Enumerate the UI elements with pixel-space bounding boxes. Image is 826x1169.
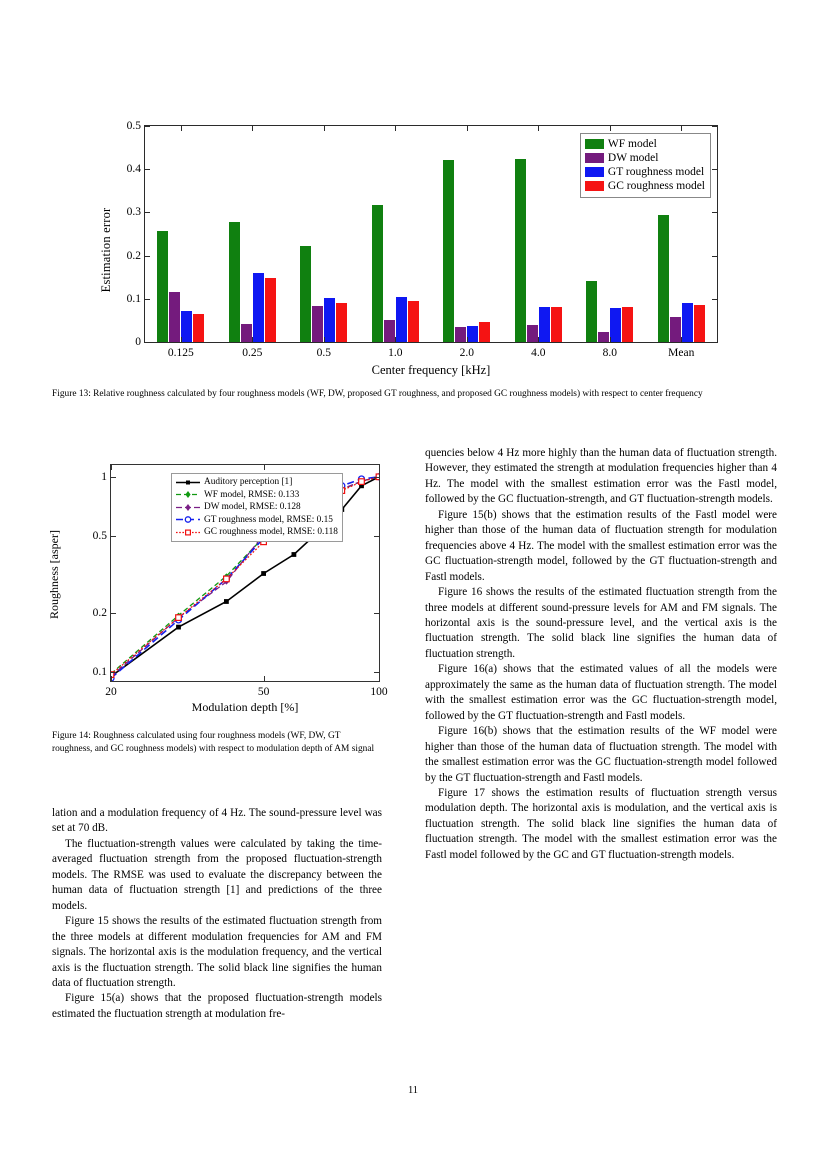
fig14-x-tickmark: [111, 676, 112, 681]
legend-item-dw: [175, 501, 338, 514]
legend-label-gc: GC roughness model: [607, 180, 705, 193]
fig13-bar: [622, 307, 633, 342]
fig14-data-point: [176, 625, 181, 630]
fig14-x-tick-label: 20: [105, 686, 117, 698]
body-paragraph: lation and a modulation frequency of 4 Hz. The sound-pressure level was set at 70 dB.: [52, 807, 382, 835]
legend-swatch-gt: [585, 167, 604, 177]
fig14-data-point: [292, 552, 297, 557]
fig13-bar: [372, 205, 383, 342]
fig13-bar: [694, 305, 705, 342]
legend-item-wf: [175, 489, 338, 502]
legend-label-wf: WF model, RMSE: 0.133: [204, 489, 300, 500]
fig13-bar: [682, 303, 693, 342]
fig13-x-tickmark: [610, 126, 611, 131]
fig13-x-tickmark: [324, 337, 325, 342]
figure-14-line-chart: [46, 462, 388, 714]
fig13-y-tickmark: [145, 342, 150, 343]
fig13-y-tick-label: 0.4: [126, 163, 141, 176]
fig13-bar: [670, 317, 681, 342]
body-paragraph: Figure 16(a) shows that the estimated values of all the models were approximately the same as the human data of fluctuation strength. The model with the smallest estimation error was the GC fluctuation-strength model, followed by the GT fluctuation-strength and Fastl models.: [425, 663, 777, 722]
fig14-y-tickmark: [111, 613, 116, 614]
fig13-bar: [265, 278, 276, 342]
legend-label-dw: DW model: [607, 152, 659, 165]
body-paragraph: Figure 16(b) shows that the estimation results of the WF model were higher than those of the human data of fluctuation strength. The model with the smallest estimation error was the GC fluctuation-strength model followed by the GT fluctuation-strength and Fastl models.: [425, 725, 777, 784]
fig13-x-tickmark: [395, 337, 396, 342]
fig13-bar: [443, 160, 454, 342]
legend-label-gc: GC roughness model, RMSE: 0.118: [204, 527, 338, 538]
fig13-bar: [586, 281, 597, 342]
body-paragraph: The fluctuation-strength values were calculated by taking the time-averaged fluctuation strength from the proposed fluctuation-strength models. The RMSE was used to evaluate the discrepancy between the human data of fluctuation strength [1] and predictions of the three models.: [52, 837, 382, 912]
fig13-bar-group: [288, 126, 360, 359]
fig13-x-tick-label: 0.5: [316, 347, 331, 359]
fig14-y-tick-label: 0.5: [92, 529, 107, 542]
fig14-x-tickmark: [379, 465, 380, 470]
fig13-x-tickmark: [681, 126, 682, 131]
fig14-y-axis-label: Roughness [asper]: [46, 530, 61, 619]
legend-symbol-auditory: [175, 478, 201, 487]
fig13-bar: [384, 320, 395, 342]
fig13-plot-area: [126, 120, 718, 359]
body-paragraph: quencies below 4 Hz more highly than the human data of fluctuation strength. However, they estimated the strength at modulation frequencies higher than 4 Hz. The model with the smallest estimation error was the Fastl model, followed by the GC fluctuation-strength, and GT fluctuation-strength models.: [425, 447, 777, 506]
fig13-bar: [336, 303, 347, 342]
fig13-legend: [580, 133, 711, 198]
fig13-x-axis-label: Center frequency [kHz]: [371, 363, 491, 377]
fig14-x-tick-label: 100: [370, 686, 388, 698]
fig13-bar-group: [503, 126, 575, 359]
fig13-bar: [181, 311, 192, 342]
fig13-x-tick-label: 0.125: [167, 347, 194, 359]
fig13-bar: [467, 326, 478, 342]
fig14-data-point: [224, 576, 230, 582]
legend-label-gt: GT roughness model: [607, 166, 705, 179]
fig13-x-tickmark: [610, 337, 611, 342]
legend-swatch-dw: [585, 153, 604, 163]
legend-item-gc: [175, 526, 338, 539]
fig14-data-point: [359, 479, 365, 485]
fig13-bar: [241, 324, 252, 342]
fig13-x-tickmark: [538, 126, 539, 131]
fig13-bar: [193, 314, 204, 342]
fig13-x-tick-label: 1.0: [388, 347, 403, 359]
fig13-bar: [598, 332, 609, 342]
fig13-bar: [300, 246, 311, 342]
body-paragraph: Figure 15(b) shows that the estimation results of the Fastl model were higher than those of the human data of fluctuation strength for modulation frequencies above 4 Hz. The model with the smallest estimation error was the GC fluctuation-strength model, followed by the GT fluctuation-strength and Fastl models.: [425, 508, 777, 583]
fig13-y-tick-label: 0.5: [126, 120, 141, 132]
fig13-bar: [527, 325, 538, 342]
fig13-bar: [253, 273, 264, 342]
fig13-x-tick-label: 4.0: [531, 347, 546, 359]
fig14-x-tickmark: [379, 676, 380, 681]
legend-label-gt: GT roughness model, RMSE: 0.15: [204, 514, 333, 525]
legend-symbol-dw: [175, 503, 201, 512]
body-paragraph: Figure 17 shows the estimation results of fluctuation strength versus modulation depth. The horizontal axis is modulation, and the vertical axis is fluctuation strength. The solid black line signifies the human data of fluctuation strength. The model with the smallest estimation error was the Fastl model followed by the GC and GT fluctuation-strength models.: [425, 786, 777, 861]
fig13-bar: [229, 222, 240, 342]
fig14-y-tickmark: [374, 672, 379, 673]
fig14-y-tickmark: [374, 477, 379, 478]
fig13-x-tickmark: [181, 337, 182, 342]
fig13-y-axis-label: Estimation error: [98, 207, 113, 293]
legend-item-dw: [585, 151, 705, 165]
fig13-bar: [479, 322, 490, 342]
fig14-legend: [171, 473, 343, 542]
page-number: 11: [407, 1085, 419, 1096]
fig14-data-point: [224, 599, 229, 604]
fig14-y-tickmark: [374, 536, 379, 537]
fig14-x-tickmark: [264, 676, 265, 681]
fig13-bar-group: [431, 126, 503, 359]
fig13-y-tickmark: [712, 342, 717, 343]
fig14-y-tickmark: [374, 613, 379, 614]
fig13-x-tickmark: [467, 337, 468, 342]
fig14-x-tickmark: [111, 465, 112, 470]
fig13-x-tickmark: [324, 126, 325, 131]
fig14-x-tick-label: 50: [257, 686, 270, 698]
fig13-x-tick-label: 8.0: [602, 347, 617, 359]
fig13-bar-group: [145, 126, 217, 359]
figure-13-caption: Figure 13: Relative roughness calculated by four roughness models (WF, DW, proposed GT roughness, and proposed GC roughness models) with respect to center frequency: [52, 389, 703, 399]
fig13-x-tickmark: [538, 337, 539, 342]
fig13-y-tick-label: 0.3: [126, 206, 141, 219]
figure-14-caption: Figure 14: Roughness calculated using four roughness models (WF, DW, GT roughness, and GC roughness models) with respect to modulation depth of AM signal: [52, 731, 375, 754]
fig13-x-tickmark: [181, 126, 182, 131]
fig14-y-tick-label: 1: [101, 470, 107, 483]
fig13-bar: [539, 307, 550, 342]
fig14-y-tickmark: [111, 477, 116, 478]
legend-item-gt: [585, 165, 705, 179]
legend-symbol-gt: [175, 515, 201, 524]
fig14-x-tickmark: [264, 465, 265, 470]
fig13-bar: [396, 297, 407, 342]
figure-13-bar-chart: [98, 120, 718, 377]
fig13-bar-group: [217, 126, 289, 359]
body-paragraph: Figure 16 shows the results of the estimated fluctuation strength from the three models at different sound-pressure levels for AM and FM signals. The horizontal axis is the sound-pressure level, and the vertical axis is the fluctuation strength. The solid black line signifies the human data of fluctuation strength.: [425, 586, 777, 660]
fig13-bar: [324, 298, 335, 342]
body-paragraph: Figure 15 shows the results of the estimated fluctuation strength from the three models at different modulation frequencies for AM and FM signals. The horizontal axis is the modulation frequency, and the vertical axis is the fluctuation strength. The solid black line signifies the human data of fluctuation strength.: [52, 915, 382, 989]
fig13-x-tickmark: [467, 126, 468, 131]
fig13-bar: [658, 215, 669, 342]
fig14-plot-area: [92, 464, 388, 698]
legend-label-dw: DW model, RMSE: 0.128: [204, 502, 301, 513]
body-left-column: [52, 806, 382, 1022]
fig13-bar: [551, 307, 562, 342]
fig13-bar: [157, 231, 168, 342]
fig14-y-tickmark: [111, 672, 116, 673]
fig13-x-tickmark: [252, 337, 253, 342]
fig13-x-tick-label: 2.0: [459, 347, 474, 359]
fig14-y-tick-label: 0.2: [92, 607, 107, 620]
fig13-bar: [610, 308, 621, 342]
fig14-y-tick-label: 0.1: [92, 666, 107, 679]
fig13-bar: [515, 159, 526, 342]
fig14-data-point: [261, 571, 266, 576]
fig13-bar-group: [360, 126, 432, 359]
fig13-y-tick-label: 0.2: [126, 249, 141, 262]
body-right-column: [425, 446, 777, 863]
fig13-bar: [408, 301, 419, 342]
legend-symbol-wf: [175, 490, 201, 499]
legend-item-gt: [175, 514, 338, 527]
fig13-y-tick-label: 0: [135, 336, 141, 348]
legend-label-auditory: Auditory perception [1]: [204, 477, 293, 487]
legend-item-gc: [585, 179, 705, 193]
fig13-bar: [169, 292, 180, 342]
legend-item-wf: [585, 137, 705, 151]
fig13-x-tick-label: 0.25: [242, 347, 263, 359]
legend-swatch-wf: [585, 139, 604, 149]
fig13-bar: [312, 306, 323, 342]
fig14-x-axis-label: Modulation depth [%]: [191, 700, 299, 714]
fig13-bar: [455, 327, 466, 342]
fig13-x-tickmark: [681, 337, 682, 342]
legend-symbol-gc: [175, 528, 201, 537]
body-paragraph: Figure 15(a) shows that the proposed fluctuation-strength models estimated the fluctuation strength at modulation fre-: [52, 992, 382, 1020]
fig13-y-tick-label: 0.1: [126, 292, 141, 305]
fig13-x-tick-label: Mean: [668, 347, 695, 359]
fig14-data-point: [176, 615, 182, 621]
legend-label-wf: WF model: [607, 138, 657, 150]
legend-item-auditory: [175, 476, 338, 489]
fig13-x-tickmark: [395, 126, 396, 131]
fig14-y-tickmark: [111, 536, 116, 537]
fig13-x-tickmark: [252, 126, 253, 131]
legend-swatch-gc: [585, 181, 604, 191]
